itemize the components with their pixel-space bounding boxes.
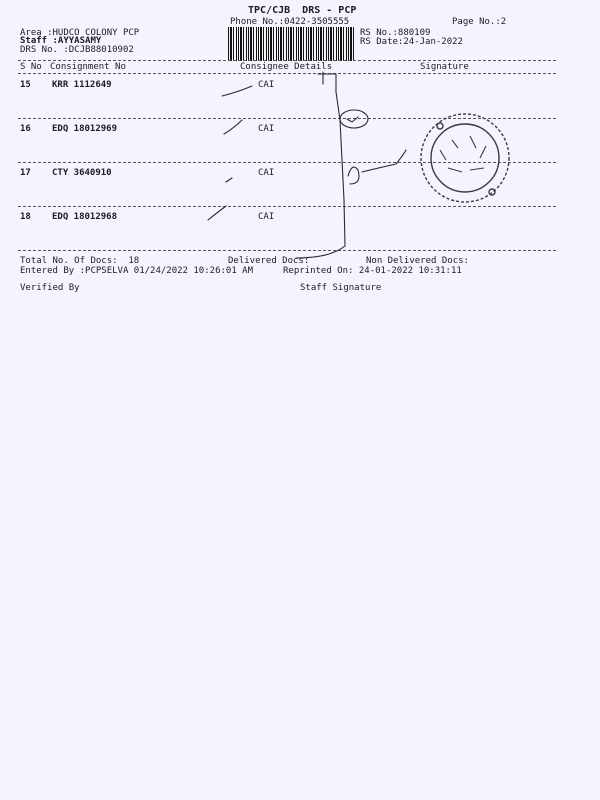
tick-mark-row-16 (224, 120, 242, 134)
delivered-docs: Delivered Docs: (228, 256, 310, 266)
col-consignee: Consignee Details (240, 62, 333, 72)
verified-by: Verified By (20, 283, 80, 293)
area-field: Area :HUDCO COLONY PCP (20, 28, 140, 38)
entered-by: Entered By :PCPSELVA 01/24/2022 10:26:01 AM (20, 266, 253, 276)
phone-number: Phone No.:0422-3505555 (230, 17, 350, 27)
row-consignee: CAI (258, 124, 275, 134)
drs-number: DRS No. :DCJB88010902 (20, 45, 134, 55)
row-sno: 16 (20, 124, 31, 134)
tick-mark-row-15 (222, 86, 252, 96)
row-consignee: CAI (258, 80, 275, 90)
total-docs: Total No. Of Docs: 18 (20, 256, 140, 266)
col-sno: S No (20, 62, 42, 72)
row-consignee: CAI (258, 168, 275, 178)
col-signature: Signature (420, 62, 469, 72)
page-number: Page No.:2 (452, 17, 507, 27)
non-delivered-docs: Non Delivered Docs: (366, 256, 469, 266)
rs-number: RS No.:880109 (360, 28, 431, 38)
reprinted-on: Reprinted On: 24-01-2022 10:31:11 (283, 266, 462, 276)
row-consignment: KRR 1112649 (52, 80, 112, 90)
col-consignment: Consignment No (50, 62, 126, 72)
rs-date: RS Date:24-Jan-2022 (360, 37, 463, 47)
row-consignment: EDQ 18012969 (52, 124, 118, 134)
rubber-stamp (421, 114, 509, 202)
row-sno: 15 (20, 80, 31, 90)
signature-bracket (296, 74, 345, 258)
row-consignment: EDQ 18012968 (52, 212, 118, 222)
circled-mark-inner (347, 117, 358, 122)
circled-mark (340, 110, 368, 128)
row-consignment: CTY 3640910 (52, 168, 112, 178)
row-consignee: CAI (258, 212, 275, 222)
staff-field: Staff :AYYASAMY (20, 36, 102, 46)
tick-mark-row-17 (226, 178, 232, 182)
handwritten-signature (348, 150, 406, 184)
row-sno: 18 (20, 212, 31, 222)
tick-mark-row-18 (208, 206, 226, 220)
row-sno: 17 (20, 168, 31, 178)
report-title: TPC/CJB DRS - PCP (248, 5, 357, 16)
staff-signature-label: Staff Signature (300, 283, 382, 293)
